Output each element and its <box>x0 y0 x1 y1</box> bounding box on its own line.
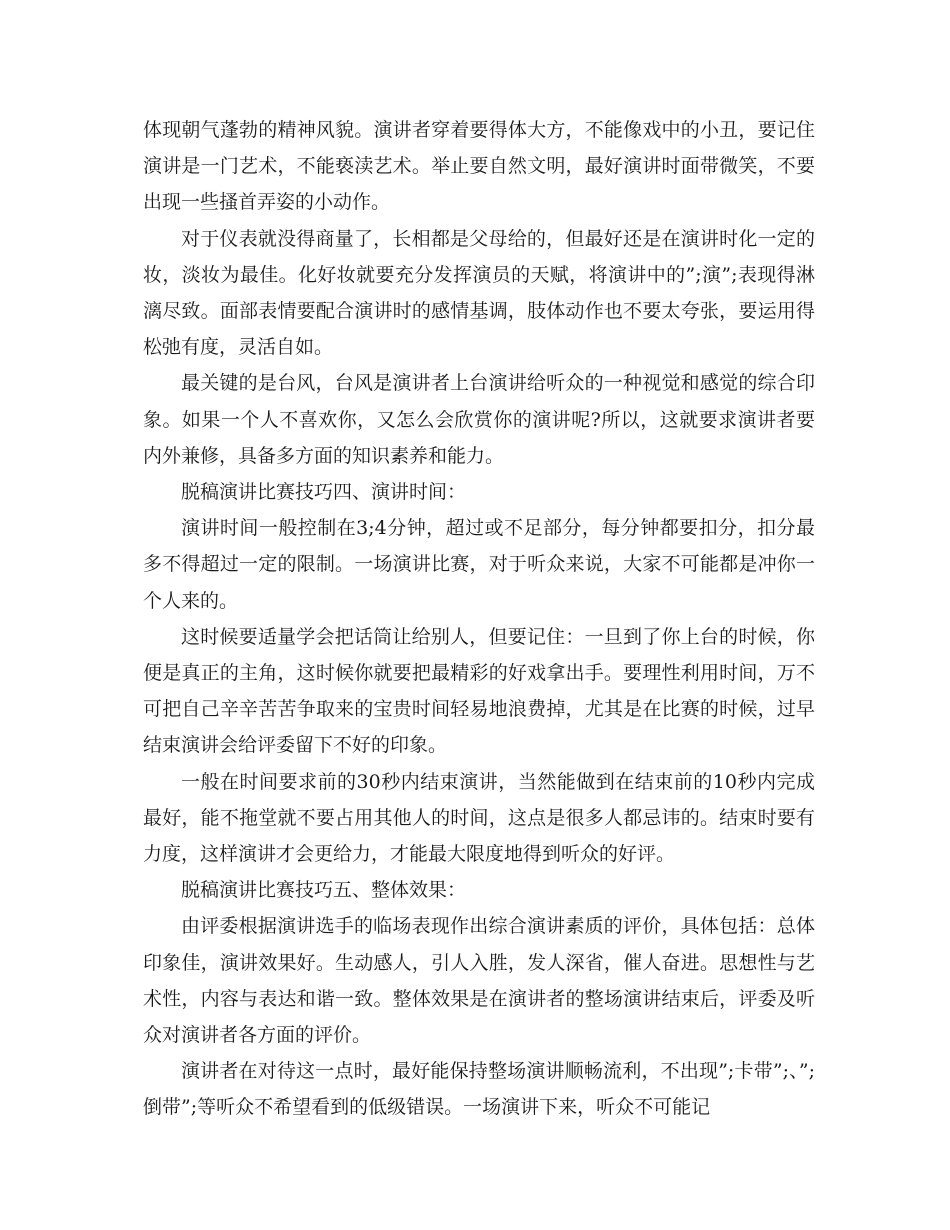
paragraph-5: 这时候要适量学会把话筒让给别人，但要记住：一旦到了你上台的时候，你便是真正的主角，这时候你就要把最精彩的好戏拿出手。要理性利用时间，万不可把自己辛辛苦苦争取来的宝贵时间轻易地浪费掉，尤其是在比赛的时候，过早结束演讲会给评委留下不好的印象。 <box>143 625 815 757</box>
paragraph-8: 演讲者在对待这一点时，最好能保持整场演讲顺畅流利，不出现”;卡带”;、”;倒带”;等听众不希望看到的低级错误。一场演讲下来，听众不可能记 <box>143 1060 815 1119</box>
document-body <box>143 112 815 1126</box>
section-heading-4: 脱稿演讲比赛技巧四、演讲时间： <box>181 481 467 504</box>
paragraph-7: 由评委根据演讲选手的临场表现作出综合演讲素质的评价，具体包括：总体印象佳，演讲效果好。生动感人，引人入胜，发人深省，催人奋进。思想性与艺术性，内容与表达和谐一致。整体效果是在演讲者的整场演讲结束后，评委及听众对演讲者各方面的评价。 <box>143 915 815 1047</box>
paragraph-4: 演讲时间一般控制在3;4分钟，超过或不足部分，每分钟都要扣分，扣分最多不得超过一定的限制。一场演讲比赛，对于听众来说，大家不可能都是冲你一个人来的。 <box>143 517 815 612</box>
section-heading-5: 脱稿演讲比赛技巧五、整体效果： <box>181 879 467 902</box>
paragraph-2: 对于仪表就没得商量了，长相都是父母给的，但最好还是在演讲时化一定的妆，淡妆为最佳。化好妆就要充分发挥演员的天赋，将演讲中的”;演”;表现得淋漓尽致。面部表情要配合演讲时的感情基调，肢体动作也不要太夸张，要运用得松弛有度，灵活自如。 <box>143 227 815 359</box>
paragraph-6: 一般在时间要求前的30秒内结束演讲，当然能做到在结束前的10秒内完成最好，能不拖堂就不要占用其他人的时间，这点是很多人都忌讳的。结束时要有力度，这样演讲才会更给力，才能最大限度地得到听众的好评。 <box>143 770 815 866</box>
paragraph-1: 体现朝气蓬勃的精神风貌。演讲者穿着要得体大方，不能像戏中的小丑，要记住演讲是一门艺术，不能亵渎艺术。举止要自然文明，最好演讲时面带微笑，不要出现一些搔首弄姿的小动作。 <box>143 119 815 214</box>
paragraph-3: 最关键的是台风，台风是演讲者上台演讲给听众的一种视觉和感觉的综合印象。如果一个人不喜欢你，又怎么会欣赏你的演讲呢?所以，这就要求演讲者要内外兼修，具备多方面的知识素养和能力。 <box>143 372 815 467</box>
